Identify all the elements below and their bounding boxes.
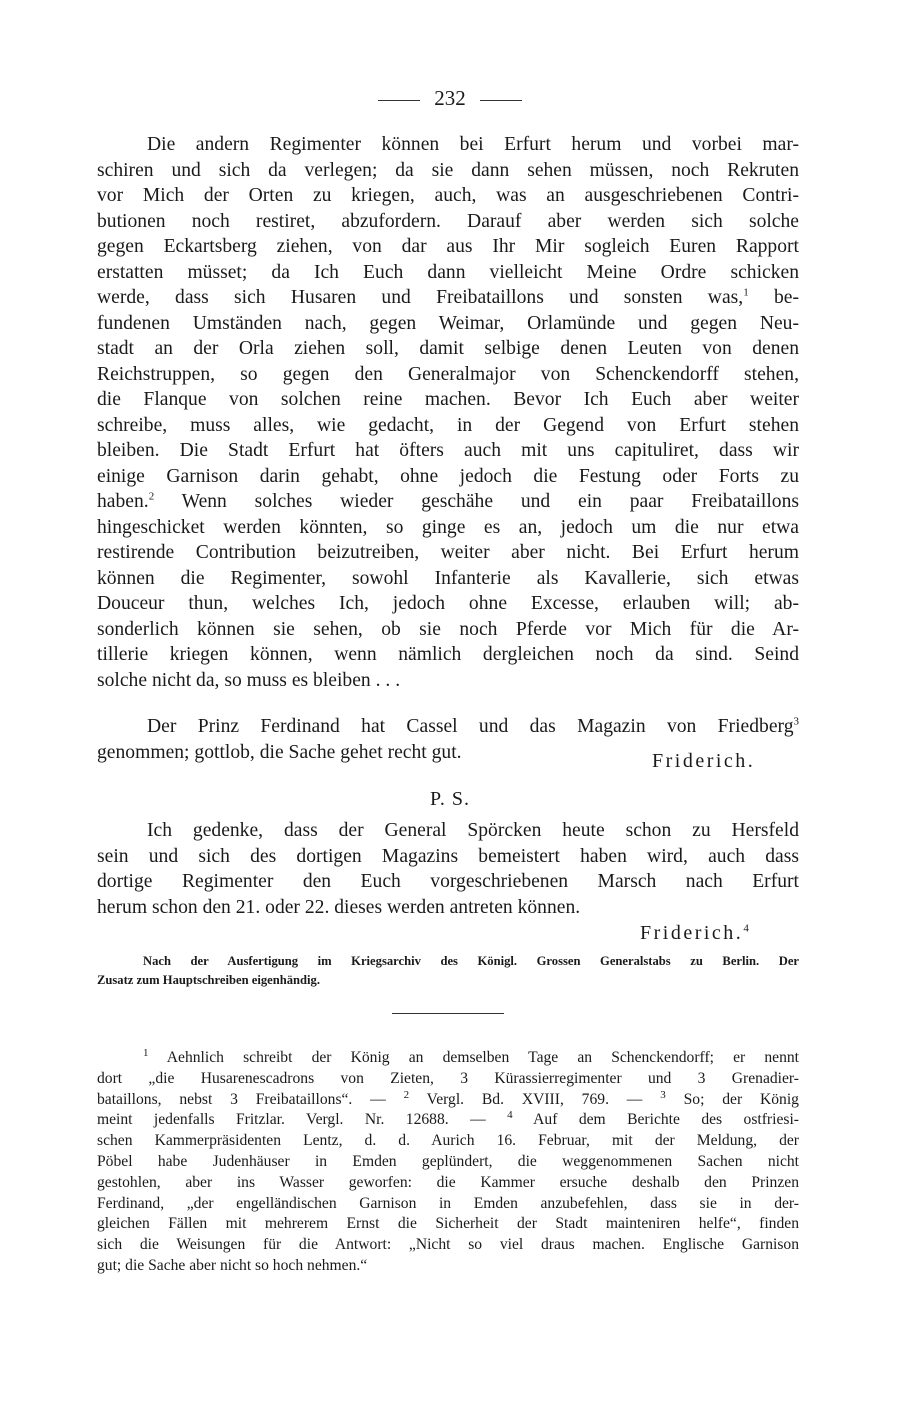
text-segment: be- (773, 287, 799, 308)
text-line: schiren und sich da verlegen; da sie dann sehen müssen, noch Rekruten (97, 159, 799, 181)
footnote-line: Ferdinand, „der engelländischen Garnison in Emden anzubefehlen, dass sie in der- (97, 1194, 799, 1212)
footnote-line: gleichen Fällen mit mehrerem Ernst die Sicherheit der Stadt mainteniren helfe“, finden (97, 1215, 799, 1233)
text-segment: bataillons, nebst 3 Freibataillons“. — (97, 1090, 386, 1108)
footnote-number: 2 (403, 1088, 410, 1101)
text-line: stadt an der Orla ziehen soll, damit selbige denen Leuten von denen (97, 338, 799, 359)
text-line: hingeschicket werden könnten, so ginge es an, jedoch um die nur etwa (97, 516, 799, 538)
source-line: Nach der Ausfertigung im Kriegsarchiv des Königl. Grossen Generalstabs zu Berlin. Der (143, 954, 799, 968)
text-line: vor Mich der Orten zu kriegen, auch, was an ausgeschriebenen Contri- (97, 185, 799, 206)
text-line: Reichstruppen, so gegen den Generalmajor von Schenckendorff stehen, (97, 363, 799, 385)
text-segment: werde, dass sich Husaren und Freibataillons und sonsten was, (97, 287, 744, 308)
text-line: tillerie kriegen können, wenn nämlich dergleichen noch da sind. Seind (97, 644, 799, 665)
text-segment: haben. (97, 491, 149, 512)
footnote-marker: 1 (743, 286, 749, 299)
postscript-paragraph (97, 818, 799, 920)
text-line: Die andern Regimenter können bei Erfurt herum und vorbei mar- (147, 134, 799, 155)
text-line: herum schon den 21. oder 22. dieses werden antreten können. (97, 896, 581, 918)
footnote-line (97, 1090, 799, 1111)
footnote-line: Pöbel habe Judenhäuser in Emden geplündert, die weggenommenen Sachen nicht (97, 1152, 799, 1170)
page-number: 232 (434, 86, 466, 110)
footnote-line: schen Kammerpräsidenten Lentz, d. d. Aurich 16. Februar, mit der Meldung, der (97, 1132, 799, 1150)
source-line: Zusatz zum Hauptschreiben eigenhändig. (97, 973, 320, 987)
text-line-with-footnote (97, 714, 799, 740)
text-segment: Der Prinz Ferdinand hat Cassel und das Magazin von Friedberg (147, 716, 794, 737)
page-header (0, 86, 900, 111)
footnote-number: 3 (660, 1088, 666, 1101)
footnote-divider (392, 1013, 504, 1014)
text-line: können die Regimenter, sowohl Infanterie als Kavallerie, sich etwas (97, 567, 799, 589)
text-line: sonderlich können sie sehen, ob sie noch Pferde vor Mich für die Ar- (97, 618, 799, 640)
text-segment: Auf dem Berichte des ostfriesi- (533, 1111, 799, 1129)
letter-paragraph-1 (97, 132, 799, 693)
footnote-marker: 2 (148, 490, 155, 503)
footnote-marker: 3 (793, 715, 799, 728)
text-segment: Wenn solches wieder geschähe und ein paar Freibataillons (181, 491, 800, 512)
text-line: dortige Regimenter den Euch vorgeschriebenen Marsch nach Erfurt (97, 871, 799, 892)
signature-friderich-ps (640, 922, 749, 945)
footnotes (97, 1048, 799, 1277)
text-line: solche nicht da, so muss es bleiben . . . (97, 669, 401, 691)
text-segment: Vergl. Bd. XVIII, 769. — (426, 1090, 643, 1108)
text-line: butionen noch restiret, abzufordern. Darauf aber werden sich solche (97, 210, 799, 232)
text-line: genommen; gottlob, die Sache gehet recht gut. (97, 741, 462, 763)
signature-text: Friderich. (640, 922, 744, 944)
text-segment: Aehnlich schreibt der König an demselben Tage an Schenckendorff; er nennt (166, 1049, 799, 1066)
footnote-line: sich die Weisungen für die Antwort: „Nicht so viel draus machen. Englische Garnison (97, 1236, 799, 1254)
footnote-number: 1 (143, 1046, 149, 1059)
header-rule-right (480, 100, 522, 101)
postscript-heading: P. S. (429, 788, 471, 810)
text-line: bleiben. Die Stadt Erfurt hat öfters auch mit uns capituliret, dass wir (97, 440, 799, 461)
footnote-number: 4 (507, 1109, 513, 1122)
text-line: erstatten müsset; da Ich Euch dann vielleicht Meine Ordre schicken (97, 261, 799, 283)
text-line: Douceur thun, welches Ich, jedoch ohne Excesse, erlauben will; ab- (97, 593, 799, 614)
source-note (97, 952, 799, 990)
text-line: sein und sich des dortigen Magazins bemeistert haben wird, auch dass (97, 845, 799, 867)
signature-friderich: Friderich. (652, 750, 756, 772)
text-line: einige Garnison darin gehabt, ohne jedoch die Festung oder Forts zu (97, 465, 799, 487)
text-line-with-footnote (97, 285, 799, 311)
text-line: restirende Contribution beizutreiben, weiter aber nicht. Bei Erfurt herum (97, 542, 799, 563)
text-segment: meint jedenfalls Fritzlar. Vergl. Nr. 12688. — (97, 1111, 486, 1129)
footnote-line (97, 1048, 799, 1069)
text-segment: So; der König (683, 1090, 799, 1108)
footnote-line: gestohlen, aber ins Wasser geworfen: die Kammer ersuche deshalb den Prinzen (97, 1173, 799, 1191)
text-line: die Flanque von solchen reine machen. Bevor Ich Euch aber weiter (97, 389, 799, 410)
text-line-with-footnote (97, 489, 799, 515)
text-line: schreibe, muss alles, wie gedacht, in der Gegend von Erfurt stehen (97, 414, 799, 436)
footnote-line: dort „die Husarenescadrons von Zieten, 3 Kürassierregimenter und 3 Grenadier- (97, 1069, 799, 1087)
footnote-marker: 4 (743, 922, 749, 935)
text-line: fundenen Umständen nach, gegen Weimar, Orlamünde und gegen Neu- (97, 312, 799, 334)
header-rule-left (378, 100, 420, 101)
footnote-line: gut; die Sache aber nicht so hoch nehmen.“ (97, 1256, 368, 1274)
text-line: gegen Eckartsberg ziehen, von dar aus Ihr Mir sogleich Euren Rapport (97, 236, 799, 257)
footnote-line (97, 1110, 799, 1131)
text-line: Ich gedenke, dass der General Spörcken heute schon zu Hersfeld (147, 820, 799, 841)
